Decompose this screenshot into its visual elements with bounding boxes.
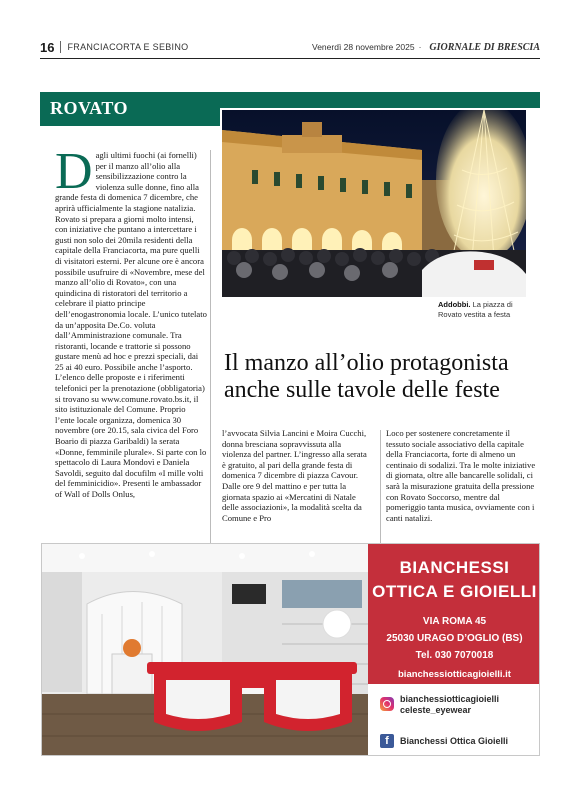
header-divider <box>60 41 61 53</box>
caption-title: Addobbi. <box>438 300 471 309</box>
caption-text: La piazza di Rovato vestita a festa <box>438 300 513 319</box>
header-dot: · <box>418 42 422 52</box>
facebook-icon: f <box>380 734 394 748</box>
ad-instagram[interactable] <box>380 694 499 716</box>
instagram-icon <box>380 697 394 711</box>
newspaper-name: GIORNALE DI BRESCIA <box>429 41 540 53</box>
article-column-3: Loco per sostenere concretamente il tessuto sociale associativo della capitale della Franciacorta, forte di almeno un centinaio di sodalizi. Tra le molte iniziative di giornata, oltre alle bancarelle solidali, ci sarà la misurazione gratuita della pressione con Rovato Soccorso, mentre dal pomeriggio tanta musica, ovviamente con i canti natalizi. <box>386 428 536 523</box>
ad-social-area <box>368 684 540 756</box>
article-photo <box>222 110 526 297</box>
article-headline: Il manzo all’olio protagonista anche sulle tavole delle feste <box>224 350 509 403</box>
optical-store-illustration <box>42 544 368 756</box>
drop-cap: D <box>55 143 93 200</box>
photo-caption <box>438 300 538 319</box>
column-separator <box>210 150 211 545</box>
ad-facebook[interactable] <box>380 734 508 748</box>
ad-info-panel <box>368 544 540 756</box>
instagram-handle-1: bianchessiotticagioielli <box>400 694 500 704</box>
piazza-night-illustration <box>222 110 526 297</box>
header-right <box>312 42 540 53</box>
facebook-page: Bianchessi Ottica Gioielli <box>400 736 509 746</box>
advertisement <box>41 543 540 756</box>
issue-date: Venerdì 28 novembre 2025 <box>312 42 415 52</box>
article-column-2: l’avvocata Silvia Lancini e Moira Cucchi, donna bresciana sopravvissuta alla violenza del partner. L’ingresso alla serata è gratuito, al pari della grande festa di domenica 7 dicembre di piazza Cavour. Dalle ore 9 del mattino e per tutta la giornata spazio ai «Mercatini di Natale delle associazioni», la modalità scelta da Comune e Pro <box>222 428 367 523</box>
ad-phone: Tel. 030 7070018 <box>415 650 494 661</box>
page-header <box>40 38 540 56</box>
article-text-1: agli ultimi fuochi (ai fornelli) per il manzo all’olio alla sensibilizzazione contro la violenza sulle donne, fino alla grande festa di domenica 7 dicembre, che aprirà ufficialmente la stagione natalizia. Rovato si prepara a giorni molto intensi, con iniziative che puntano a intercettare i gusti non solo dei 20mila residenti della capitale della Franciacorta, ma pure quelli di visitatori esterni. Per alcune ore è ancora possibile usufruire di «Novembre, mese del manzo all’olio di Rovato», con una quindicina di ristoratori del territorio a celebrare il piatto principe dell’enogastronomia locale. L’unico tutelato da un’apposita De.Co. voluta dall’Amministrazione comunale. Tra ristoranti, locande e trattorie si possono gustare menù ad hoc e prezzi speciali, dai 25 ai 40 euro. Possibile anche l’asporto. L’elenco delle proposte e i riferimenti telefonici per la prenotazione (obbligatoria) si trovano su www.comune.rovato.bs.it, il sito istituzionale del Comune. Proprio l’ente locale organizza, domenica 30 novembre (ore 20.15, sala civica del Foro Boario di piazza Garibaldi) la serata «Donne, femminile plurale». Si parte con lo spettacolo di Laura Mondovì e Daniela Savoldi, seguito dal docufilm «I mille volti del femminicidio». Presenti le ambassador of Wall of Dolls Onlus, <box>55 150 207 499</box>
ad-address: VIA ROMA 45 <box>422 616 487 627</box>
instagram-handle-2: celeste_eyewear <box>400 705 472 715</box>
ad-brand-line2: OTTICA E GIOIELLI <box>372 582 537 601</box>
page-number: 16 <box>40 39 55 55</box>
ad-city: 25030 URAGO D’OGLIO (BS) <box>386 633 523 644</box>
section-label: ROVATO <box>40 92 216 126</box>
section-name: FRANCIACORTA E SEBINO <box>67 42 189 52</box>
ad-brand-line1: BIANCHESSI <box>399 558 510 577</box>
article-column-1 <box>55 143 207 500</box>
header-rule <box>40 58 540 59</box>
ad-website[interactable]: bianchessiotticagioielli.it <box>398 669 511 680</box>
column-separator-2 <box>380 430 381 545</box>
